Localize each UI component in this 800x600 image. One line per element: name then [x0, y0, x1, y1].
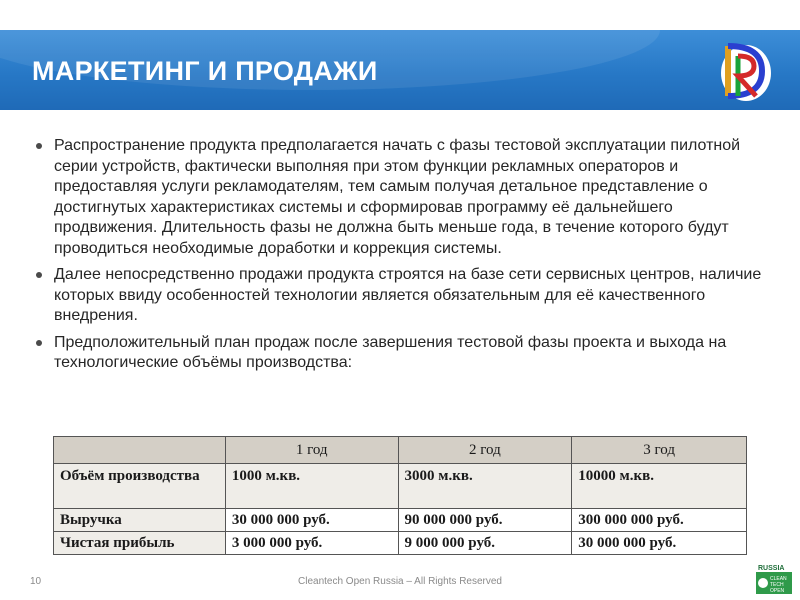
table-cell: 3000 м.кв.	[398, 464, 572, 509]
svg-text:TECH: TECH	[770, 582, 784, 588]
row-label: Объём производства	[54, 464, 226, 509]
table-corner-cell	[54, 437, 226, 464]
table-cell: 30 000 000 руб.	[225, 509, 398, 532]
svg-text:RUSSIA: RUSSIA	[758, 565, 785, 572]
table-row	[54, 464, 747, 509]
bullet-dot	[36, 272, 42, 278]
content-area	[36, 136, 776, 380]
table-cell: 10000 м.кв.	[572, 464, 747, 509]
table-cell: 30 000 000 руб.	[572, 532, 747, 555]
svg-text:CLEAN: CLEAN	[770, 576, 787, 582]
bullet-text: Распространение продукта предполагается начать с фазы тестовой эксплуатации пилотной серии устройств, фактически выполняя при этом функции рекламных операторов и предоставляя услуги рекламодателям, тем самым получая детальное представление о достигнутых характеристиках системы и сформировав программу её дальнейшего продвижения. Длительность фазы не должна быть меньше года, в течение которого будут проводиться необходимые доработки и коррекция системы.	[54, 137, 741, 257]
column-header-year-2: 2 год	[398, 437, 572, 464]
table-row	[54, 509, 747, 532]
page-number: 10	[30, 576, 42, 587]
table-cell: 3 000 000 руб.	[225, 532, 398, 555]
column-header-year-1: 1 год	[225, 437, 398, 464]
table-cell: 1000 м.кв.	[225, 464, 398, 509]
row-label: Чистая прибыль	[54, 532, 226, 555]
bullet-text: Далее непосредственно продажи продукта строятся на базе сети сервисных центров, наличие которых ввиду особенностей технологии является обязательным для её качественного внедрения.	[54, 266, 762, 324]
slide-title: МАРКЕТИНГ И ПРОДАЖИ	[32, 56, 378, 86]
row-label: Выручка	[54, 509, 226, 532]
table-row	[54, 532, 747, 555]
bullet-text: Предположительный план продаж после завершения тестовой фазы проекта и выхода на технологические объёмы производства:	[54, 333, 727, 371]
bullet-dot	[36, 143, 42, 149]
bullet-item	[36, 333, 776, 374]
table-cell: 90 000 000 руб.	[398, 509, 572, 532]
title-band	[0, 30, 800, 110]
table-header-row	[54, 437, 747, 464]
column-header-year-3: 3 год	[572, 437, 747, 464]
cleantech-open-russia-icon	[754, 562, 794, 596]
bullet-item	[36, 136, 776, 259]
svg-text:OPEN: OPEN	[770, 588, 785, 594]
rd-monogram-icon	[718, 38, 774, 104]
bullet-item	[36, 265, 776, 327]
footer	[0, 574, 800, 594]
bullet-dot	[36, 340, 42, 346]
sales-plan-table	[53, 436, 747, 555]
footer-copyright: Cleantech Open Russia – All Rights Reserved	[298, 576, 502, 587]
table-cell: 300 000 000 руб.	[572, 509, 747, 532]
table-cell: 9 000 000 руб.	[398, 532, 572, 555]
